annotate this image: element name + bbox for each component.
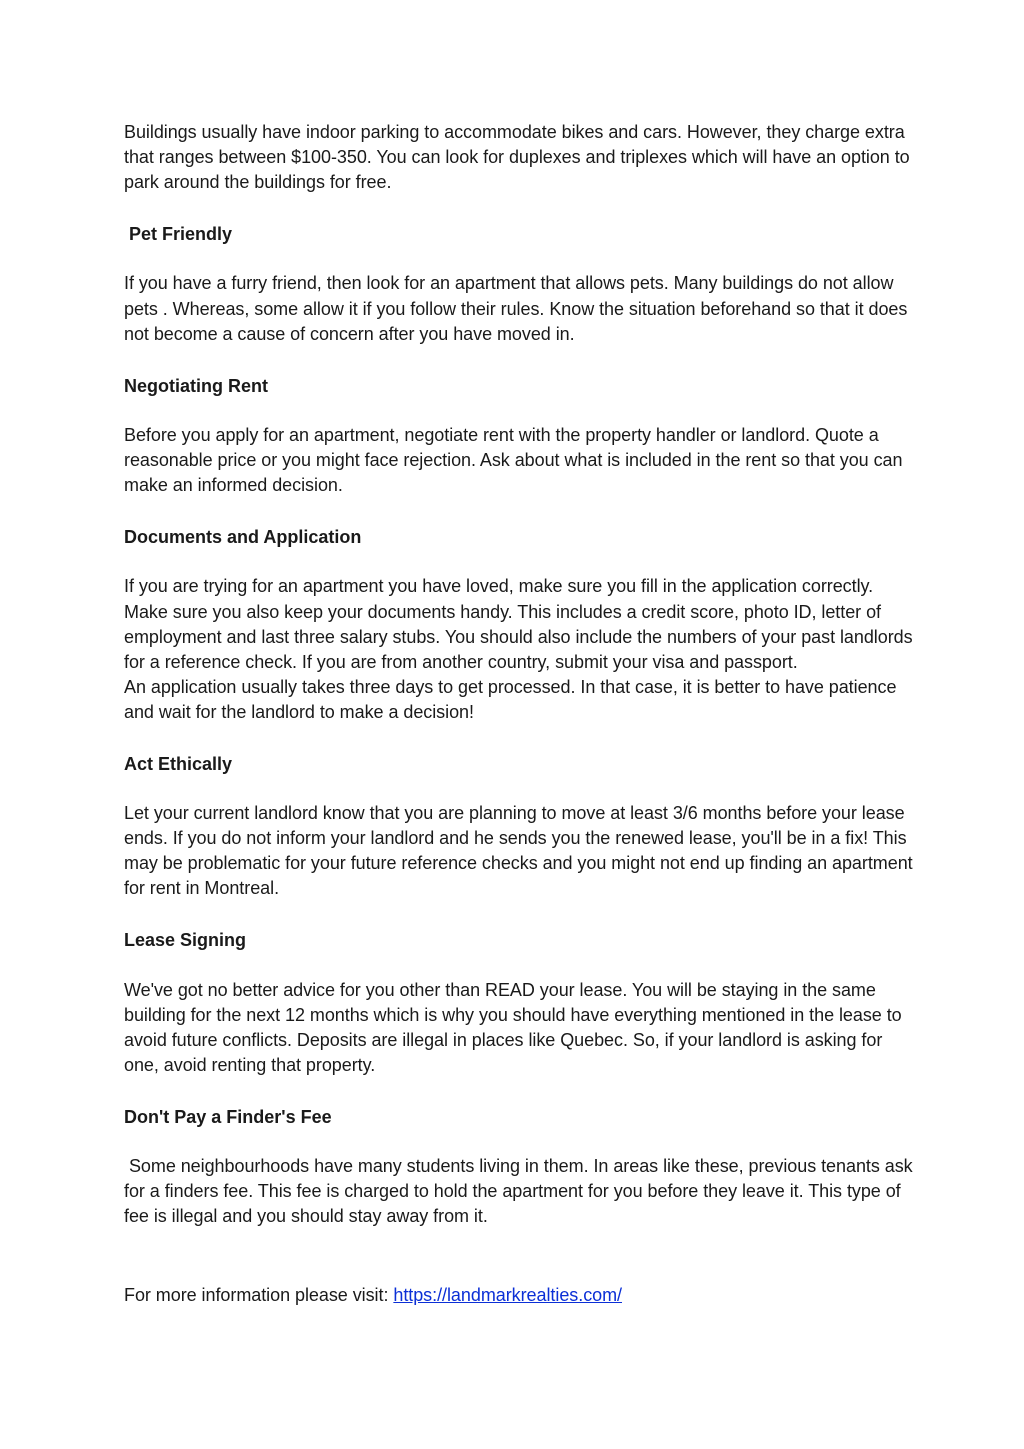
documents-paragraph: If you are trying for an apartment you have loved, make sure you fill in the application correctly. Make sure you also keep your documents handy. This includes a credit score, photo ID, letter of employment and last three salary stubs. You should also include the numbers of your past landlords for a reference check. If you are from another country, submit your visa and passport.	[124, 576, 913, 672]
heading-lease-signing: Lease Signing	[124, 930, 247, 951]
negotiating-rent-paragraph: Before you apply for an apartment, negotiate rent with the property handler or landlord. Quote a reasonable price or you might face rejection. Ask about what is included in the rent so that you can make an informed decision.	[124, 424, 903, 496]
heading-pet-friendly: Pet Friendly	[124, 224, 233, 245]
document-page	[124, 120, 918, 1308]
heading-finders-fee: Don't Pay a Finder's Fee	[124, 1106, 332, 1127]
footer-prefix: For more information please visit:	[124, 1284, 394, 1305]
footer-line	[124, 1283, 914, 1308]
website-link[interactable]: https://landmarkrealties.com/	[393, 1284, 622, 1305]
heading-negotiating-rent: Negotiating Rent	[124, 375, 268, 396]
lease-signing-paragraph: We've got no better advice for you other than READ your lease. You will be staying in the same building for the next 12 months which is why you should have everything mentioned in the lease to avoid future conflicts. Deposits are illegal in places like Quebec. So, if your landlord is asking for one, avoid renting that property.	[124, 979, 902, 1075]
application-processing-paragraph: An application usually takes three days to get processed. In that case, it is better to have patience and wait for the landlord to make a decision!	[124, 676, 897, 722]
heading-documents-application: Documents and Application	[124, 527, 362, 548]
heading-act-ethically: Act Ethically	[124, 753, 233, 774]
act-ethically-paragraph: Let your current landlord know that you are planning to move at least 3/6 months before your lease ends. If you do not inform your landlord and he sends you the renewed lease, you'll be in a fix! This may be problematic for your future reference checks and you might not end up finding an apartment for rent in Montreal.	[124, 803, 913, 899]
finders-fee-paragraph: Some neighbourhoods have many students living in them. In areas like these, previous tenants ask for a finders fee. This fee is charged to hold the apartment for you before they leave it. This type of fee is illegal and you should stay away from it.	[124, 1156, 918, 1227]
intro-paragraph: Buildings usually have indoor parking to accommodate bikes and cars. However, they charge extra that ranges between $100-350. You can look for duplexes and triplexes which will have an option to park around the buildings for free.	[124, 122, 910, 193]
pet-friendly-paragraph: If you have a furry friend, then look for an apartment that allows pets. Many buildings do not allow pets . Whereas, some allow it if you follow their rules. Know the situation beforehand so that it does not become a cause of concern after you have moved in.	[124, 273, 908, 344]
